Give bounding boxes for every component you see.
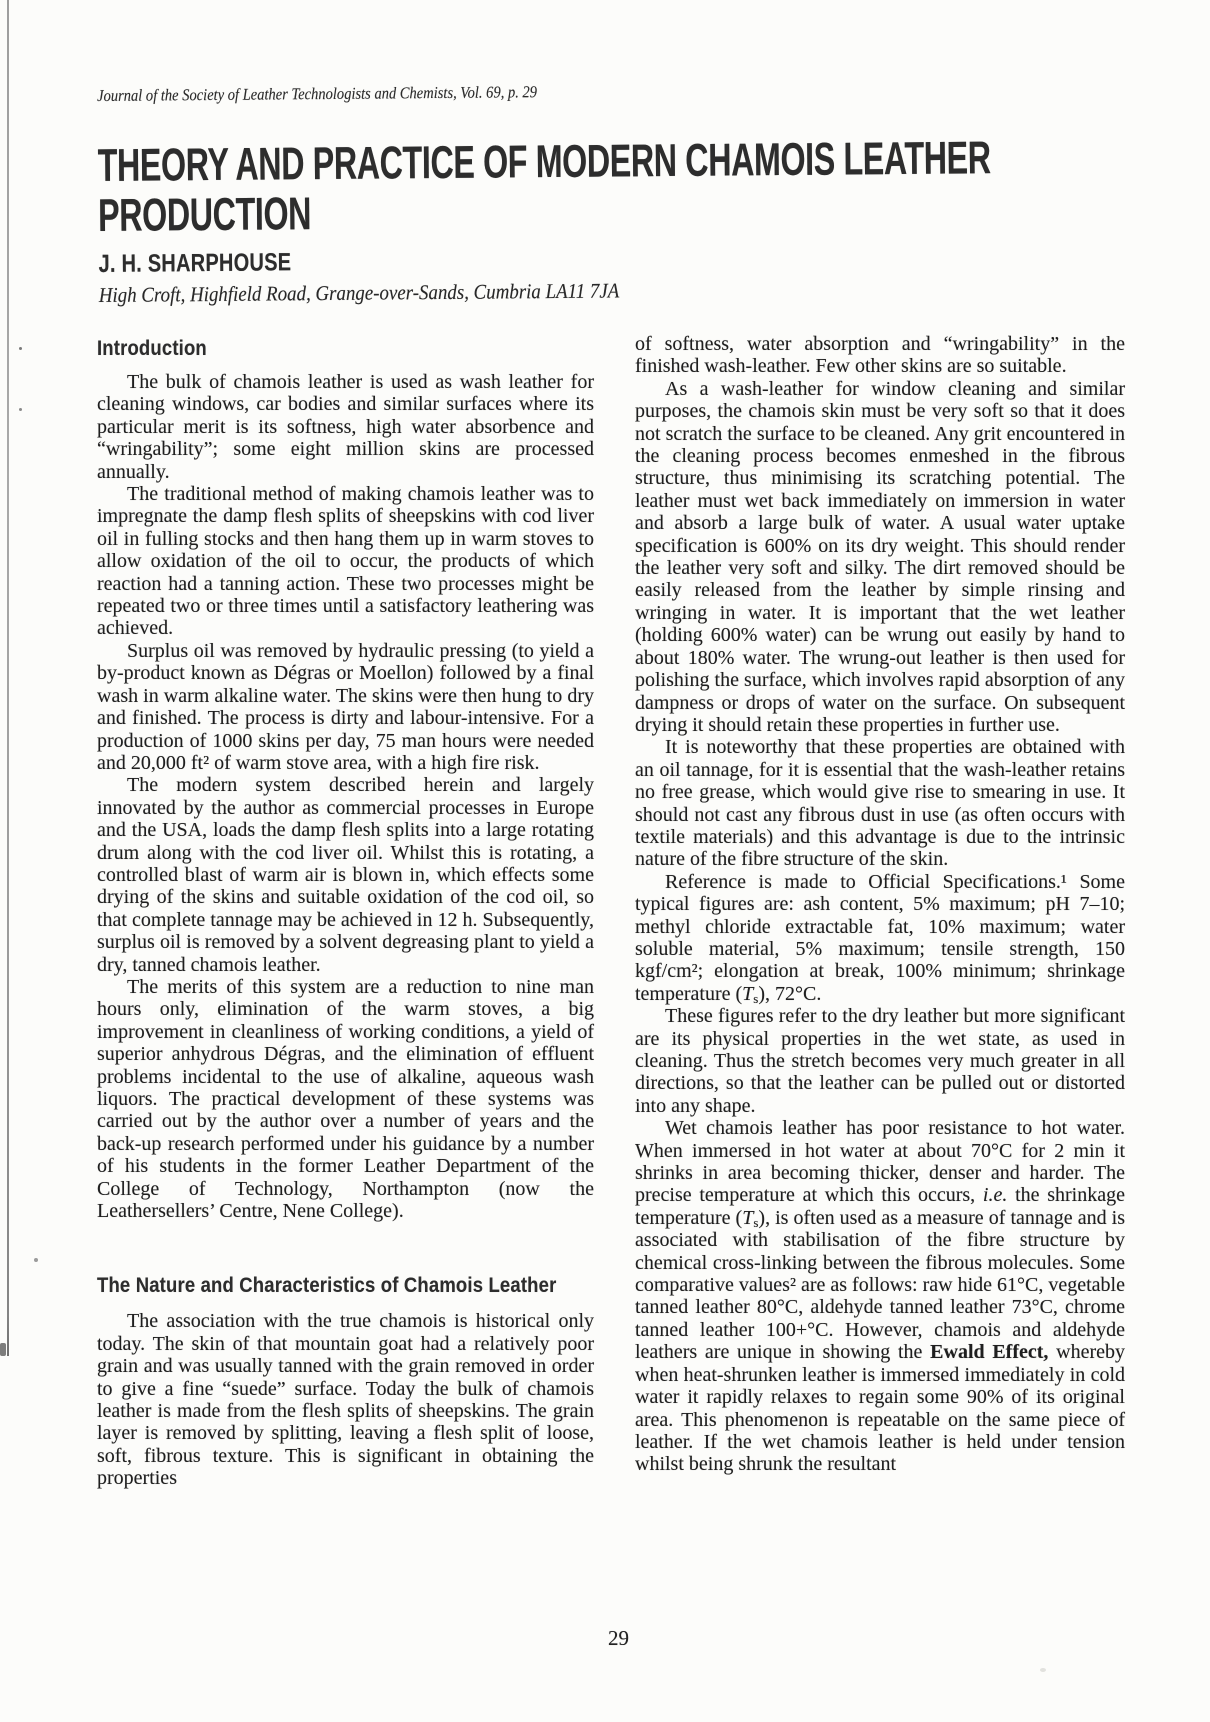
paper-title-line1: THEORY AND PRACTICE OF MODERN CHAMOIS LEATHER <box>97 131 991 191</box>
journal-citation-line: Journal of the Society of Leather Technologists and Chemists, Vol. 69, p. 29 <box>97 82 538 105</box>
paper-title <box>97 131 991 241</box>
paragraph-modern-system: The modern system described herein and largely innovated by the author as commercial processes in Europe and the USA, loads the damp flesh splits into a large rotating drum along with the cod liver oil. Whilst this is rotating, a controlled blast of warm air is blown in, which effects some drying of the skins and suitable oxidation of the cod oil, so that complete tannage may be achieved in 12 h. Subsequently, surplus oil is removed by a solvent degreasing plant to yield a dry, tanned chamois leather. <box>97 774 594 976</box>
paragraph-wash-leather-uses: The bulk of chamois leather is used as wash leather for cleaning windows, car bodies and similar surfaces where its particular merit is its softness, high water absorbence and “wringability”; some eight million skins are processed annually. <box>97 371 594 483</box>
paper-header <box>97 77 1179 308</box>
paragraph-continuation-softness: of softness, water absorption and “wringability” in the finished wash-leather. Few other skins are so suitable. <box>635 333 1125 378</box>
paragraph-surplus-oil: Surplus oil was removed by hydraulic pressing (to yield a by-product known as Dégras or Moellon) followed by a final wash in warm alkaline water. The skins were then hung to dry and finished. The process is dirty and labour-intensive. For a production of 1000 skins per day, 75 man hours were needed and 20,000 ft² of warm stove area, with a high fire risk. <box>97 639 594 774</box>
scan-artifact-blob <box>0 1343 6 1356</box>
page-number: 29 <box>608 1626 629 1650</box>
paragraph-true-chamois: The association with the true chamois is historical only today. The skin of that mountain goat had a relatively poor grain and was usually tanned with the grain removed in order to give a fine “suede” surface. Today the bulk of chamois leather is made from the flesh splits of sheepskins. The grain layer is removed by splitting, leaving a flesh split of loose, soft, fibrous texture. This is significant in obtaining the properties <box>97 1310 594 1490</box>
author-name: J. H. SHARPHOUSE <box>98 248 292 278</box>
paragraph-hot-water-ewald-effect: Wet chamois leather has poor resistance to hot water. When immersed in hot water at about 70°C for 2 min it shrinks in area becoming thicker, denser and harder. The precise temperature at which this occurs, i.e. the shrinkage temperature $(T_s)$, is often used as a measure of tannage and is associated with stabilisation of the fibre structure by chemical cross-linking between the fibrous molecules. Some comparative values² are as follows: raw hide 61°C, vegetable tanned leather 80°C, aldehyde tanned leather 73°C, chrome tanned leather 100+°C. However, chamois and aldehyde leathers are unique in showing the Ewald Effect, whereby when heat-shrunken leather is immersed immediately in cold water it rapidly relaxes to regain some 90% of its original area. This phenomenon is repeatable on the same piece of leather. If the wet chamois leather is held under tension whilst being shrunk the resultant <box>635 1117 1126 1476</box>
scan-speck <box>34 1258 38 1262</box>
symbol-shrinkage-temperature-T: T <box>742 1206 754 1229</box>
paragraph-dry-vs-wet-properties: These figures refer to the dry leather but more significant are its physical properties in the wet state, as used in cleaning. Thus the stretch becomes very much greater in all directions, so that the leather can be pulled out or distorted into any shape. <box>635 1005 1125 1117</box>
right-column <box>635 333 1125 1476</box>
section-heading-nature-characteristics: The Nature and Characteristics of Chamois Leather <box>97 1274 557 1298</box>
term-ewald-effect: Ewald Effect, <box>930 1341 1049 1364</box>
paragraph-official-specifications: Reference is made to Official Specifications.¹ Some typical figures are: ash content, 5% maximum; pH 7–10; methyl chloride extractable fat, 10% maximum; water soluble material, 5% maximum; tensile strength, 150 kgf/cm²; elongation at break, 100% minimum; shrinkage temperature $(T_s)$, 72°C. <box>635 870 1125 1006</box>
left-column <box>97 337 594 1490</box>
paragraph-oil-tannage-noteworthy: It is noteworthy that these properties are obtained with an oil tannage, for it is essential that the wash-leather retains no free grease, which would give rise to smearing in use. It should not cast any fibrous dust in use (as often occurs with textile materials) and this advantage is due to the intrinsic nature of the fibre structure of the skin. <box>635 736 1125 871</box>
paper-title-line2: PRODUCTION <box>97 187 312 241</box>
section-heading-introduction: Introduction <box>97 337 207 360</box>
scan-edge-artifact-line <box>7 0 9 1356</box>
paragraph-traditional-method: The traditional method of making chamois leather was to impregnate the damp flesh splits of sheepskins with cod liver oil in fulling stocks and then hang them up in warm stoves to allow oxidation of the oil to occur, the products of which reaction had a tanning action. These two processes might be repeated two or three times until a satisfactory leathering was achieved. <box>97 483 594 640</box>
scan-speck <box>19 408 22 411</box>
symbol-shrinkage-temperature-subscript-s: s <box>753 1214 759 1230</box>
author-affiliation: High Croft, Highfield Road, Grange-over-Sands, Cumbria LA11 7JA <box>98 278 620 307</box>
symbol-shrinkage-temperature-subscript-s: s <box>753 990 759 1006</box>
paragraph-system-merits: The merits of this system are a reduction to nine man hours only, elimination of the warm stoves, a big improvement in cleanliness of working conditions, a yield of superior anhydrous Dégras, and the elimination of effluent problems incidental to the use of alkaline, aqueous wash liquors. The practical development of these systems was carried out by the author over a number of years and the back-up research performed under his guidance by a number of his students in the former Leather Department of the College of Technology, Northampton (now the Leathersellers’ Centre, Nene College). <box>97 975 594 1223</box>
scan-speck <box>19 347 22 350</box>
scan-speck <box>1040 1668 1046 1672</box>
symbol-shrinkage-temperature-T: T <box>742 982 754 1005</box>
paragraph-wash-leather-requirements: As a wash-leather for window cleaning and similar purposes, the chamois skin must be very soft so that it does not scratch the surface to be cleaned. Any grit encountered in the cleaning process becomes enmeshed in the fibrous structure, thus minimising its scratching potential. The leather must wet back immediately on immersion in water and absorb a large bulk of water. A usual water uptake specification is 600% on its dry weight. This should render the leather very soft and silky. The dirt removed should be easily released from the leather by simple rinsing and wringing in water. It is important that the wet leather (holding 600% water) can be wrung out easily by hand to about 180% water. The wrung-out leather is then used for polishing the surface, which involves rapid absorption of any dampness or drops of water on the surface. On subsequent drying it should retain these properties in further use. <box>635 377 1125 736</box>
abbreviation-ie: i.e. <box>982 1184 1008 1207</box>
